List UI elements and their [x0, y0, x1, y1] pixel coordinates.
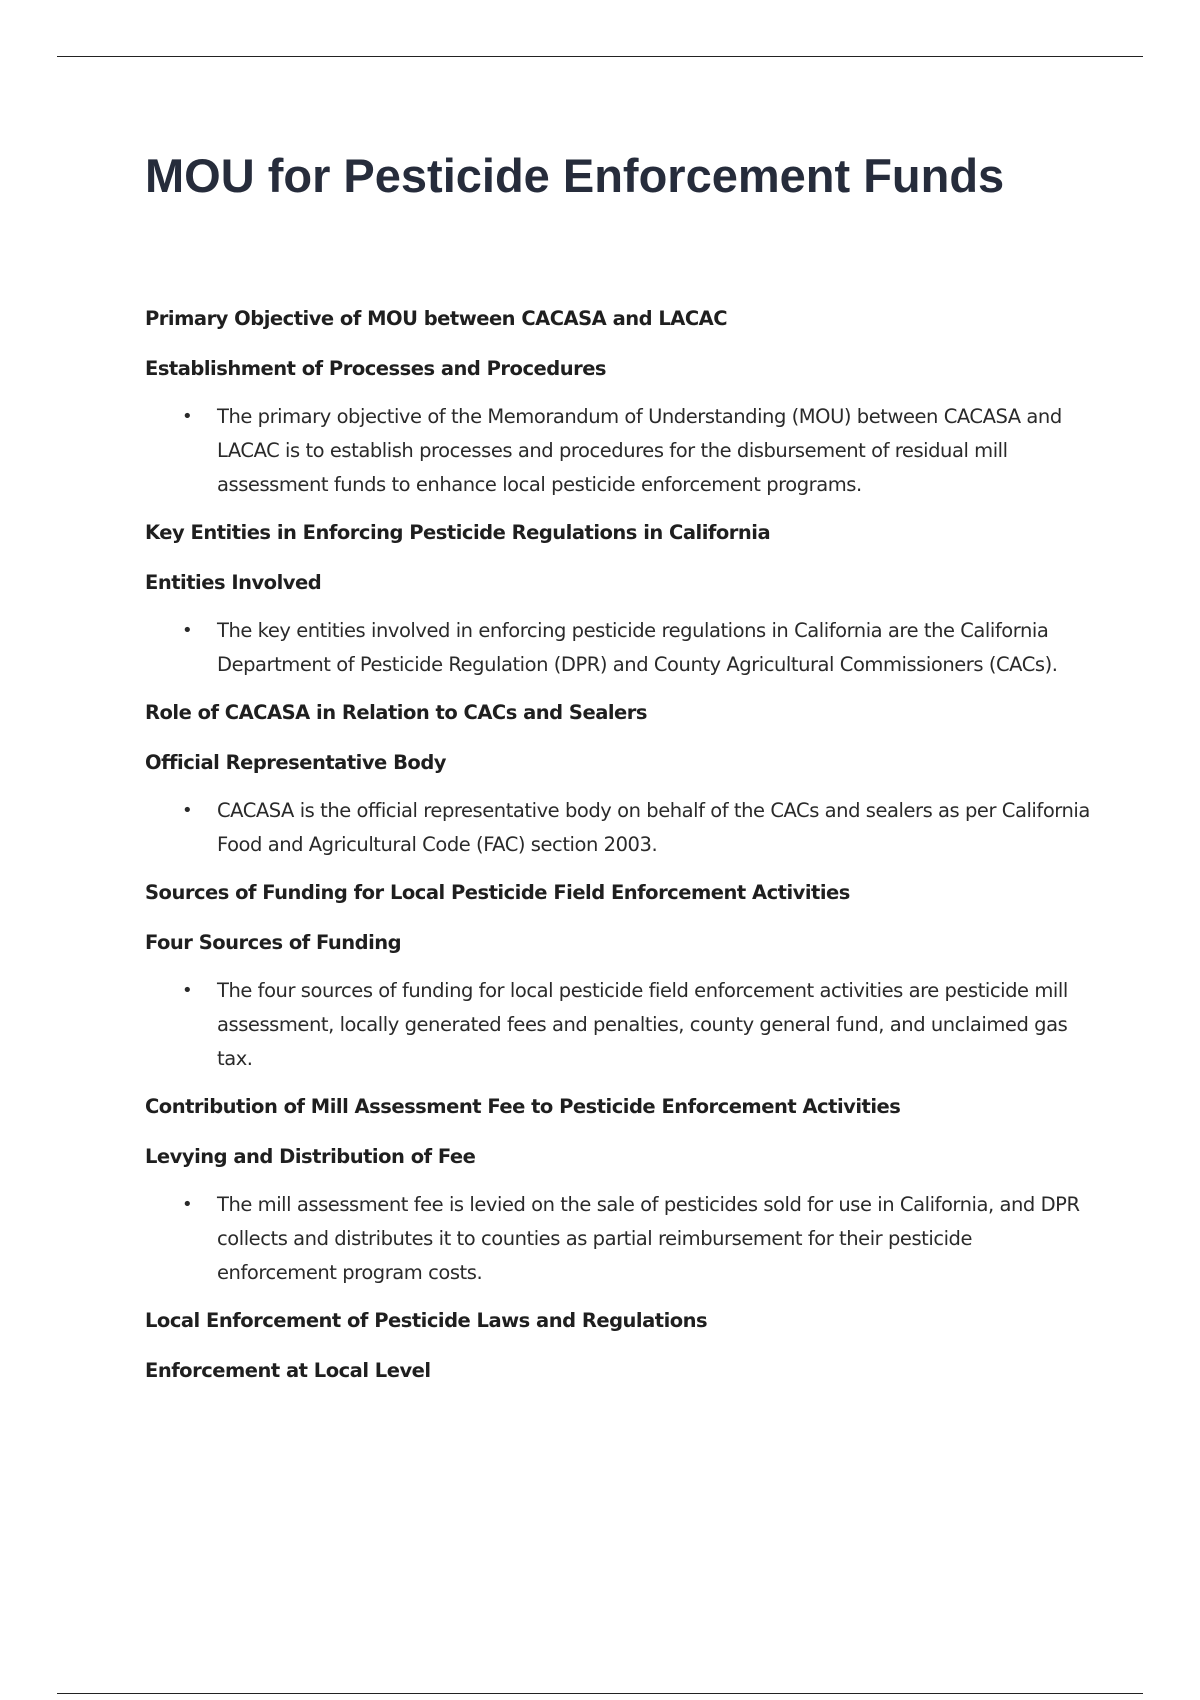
top-divider	[57, 56, 1143, 57]
list-item	[145, 400, 1095, 502]
bullet-list	[145, 794, 1095, 862]
section-local-enforcement	[145, 1306, 1095, 1386]
section-role-of-cacasa	[145, 698, 1095, 862]
section-mill-assessment-fee	[145, 1092, 1095, 1290]
section-subheading: Four Sources of Funding	[145, 931, 402, 955]
bullet-icon: •	[182, 620, 193, 642]
section-subheading: Entities Involved	[145, 571, 322, 595]
sections-container	[145, 304, 1095, 1386]
list-item-text: The primary objective of the Memorandum of Understanding (MOU) between CACASA and LACAC is to establish processes and procedures for the disbursement of residual mill assessment funds to enhance local pesticide enforcement programs.	[217, 405, 1062, 497]
list-item-text: The key entities involved in enforcing pesticide regulations in California are the California Department of Pesticide Regulation (DPR) and County Agricultural Commissioners (CACs).	[217, 619, 1058, 677]
bullet-list	[145, 974, 1095, 1076]
section-heading: Role of CACASA in Relation to CACs and Sealers	[145, 701, 647, 725]
bullet-list	[145, 1188, 1095, 1290]
document-body	[145, 130, 1095, 1406]
bullet-icon: •	[182, 406, 193, 428]
bullet-icon: •	[182, 980, 193, 1002]
section-primary-objective	[145, 304, 1095, 502]
list-item	[145, 1188, 1095, 1290]
list-item-text: The mill assessment fee is levied on the sale of pesticides sold for use in California, and DPR collects and distributes it to counties as partial reimbursement for their pesticide enforcement program costs.	[217, 1193, 1080, 1285]
list-item	[145, 974, 1095, 1076]
list-item-text: CACASA is the official representative body on behalf of the CACs and sealers as per California Food and Agricultural Code (FAC) section 2003.	[217, 799, 1090, 857]
section-subheading: Establishment of Processes and Procedures	[145, 357, 607, 381]
page-title: MOU for Pesticide Enforcement Funds	[145, 149, 1005, 202]
section-key-entities	[145, 518, 1095, 682]
bullet-list	[145, 400, 1095, 502]
section-subheading: Enforcement at Local Level	[145, 1359, 431, 1383]
bullet-icon: •	[182, 800, 193, 822]
section-funding-sources	[145, 878, 1095, 1076]
list-item	[145, 614, 1095, 682]
bullet-icon: •	[182, 1194, 193, 1216]
section-subheading: Levying and Distribution of Fee	[145, 1145, 476, 1169]
section-heading: Local Enforcement of Pesticide Laws and Regulations	[145, 1309, 708, 1333]
list-item-text: The four sources of funding for local pesticide field enforcement activities are pesticide mill assessment, locally generated fees and penalties, county general fund, and unclaimed gas tax.	[217, 979, 1068, 1071]
bullet-list	[145, 614, 1095, 682]
section-heading: Key Entities in Enforcing Pesticide Regulations in California	[145, 521, 771, 545]
section-subheading: Official Representative Body	[145, 751, 446, 775]
section-heading: Primary Objective of MOU between CACASA and LACAC	[145, 307, 728, 331]
section-heading: Sources of Funding for Local Pesticide Field Enforcement Activities	[145, 881, 850, 905]
section-heading: Contribution of Mill Assessment Fee to Pesticide Enforcement Activities	[145, 1095, 901, 1119]
bottom-divider	[57, 1693, 1143, 1694]
list-item	[145, 794, 1095, 862]
